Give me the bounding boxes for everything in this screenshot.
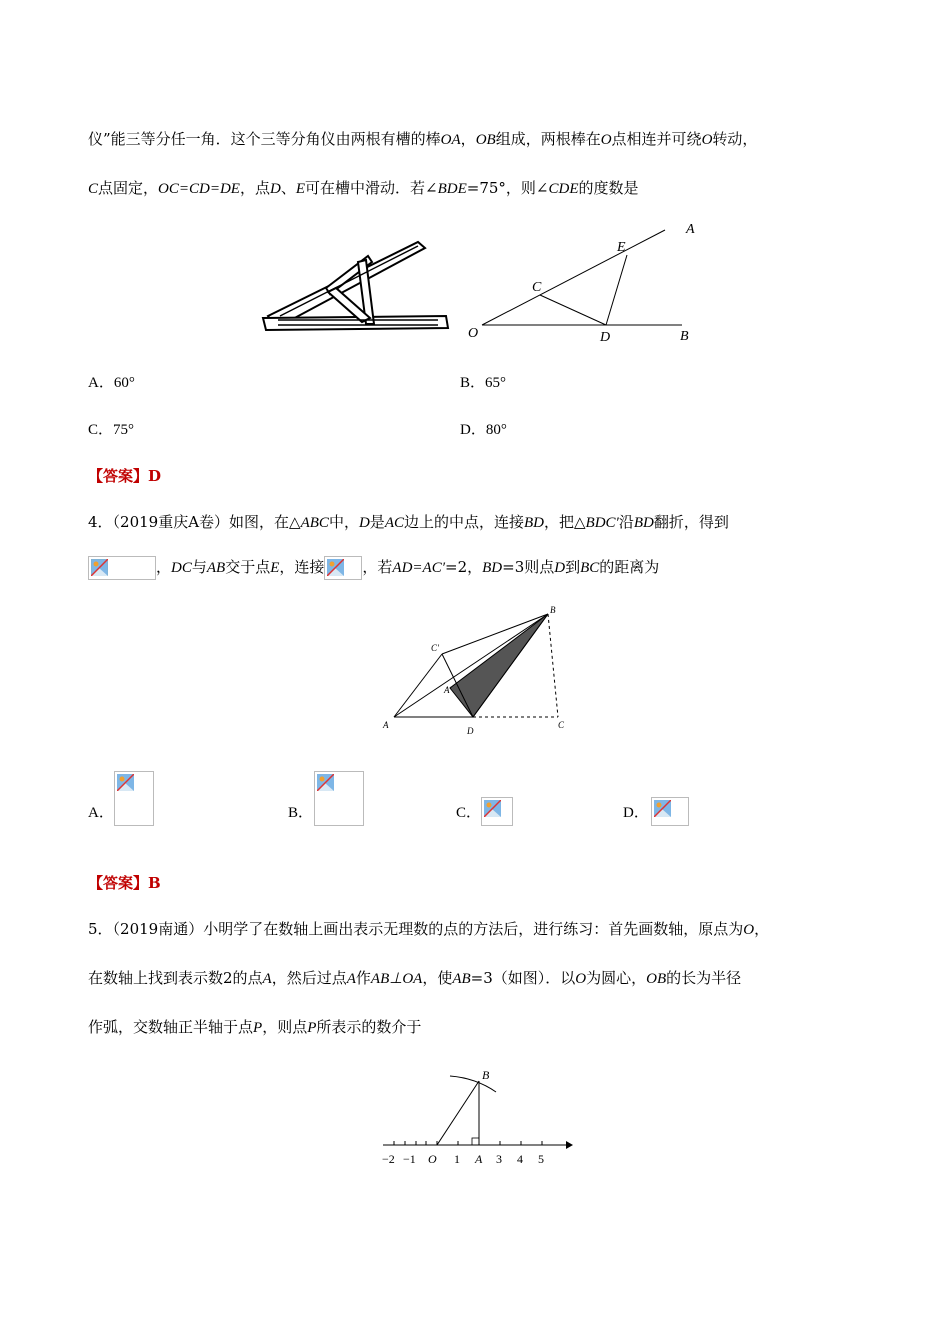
missing-image-icon (651, 797, 689, 826)
missing-image-icon (114, 771, 154, 826)
q3-option-d: D．80° (460, 422, 507, 438)
missing-image-icon (314, 771, 364, 826)
q5-text-line-1: 5．（2019南通）小明学了在数轴上画出表示无理数的点的方法后，进行练习：首先画数轴，原点为O， (88, 920, 770, 938)
q4-option-a: A． (88, 805, 114, 821)
svg-text:D: D (467, 726, 474, 736)
q4-answer: 【答案】B (88, 874, 161, 892)
q4-option-b: B． (288, 805, 314, 821)
q3-option-a: A．60° (88, 375, 135, 391)
label-A: A (686, 222, 695, 237)
label-D: D (600, 330, 611, 345)
q3-option-c: C．75° (88, 422, 135, 438)
q4-text-line-1: 4．（2019重庆A卷）如图，在△ABC中，D是AC边上的中点，连接BD，把△BDC′沿BD翻折，得到 (88, 513, 729, 531)
svg-text:C: C (558, 720, 565, 730)
svg-text:3: 3 (496, 1152, 502, 1166)
q4-option-d: D． (623, 805, 649, 821)
number-line-figure (378, 1062, 574, 1172)
svg-text:A: A (475, 1152, 483, 1166)
q4-text-line-2: ，DC与AB交于点E，连接 ，若AD=AC′=2，BD=3则点D到BC的距离为 (88, 556, 659, 580)
missing-image-icon (324, 556, 362, 580)
svg-text:−1: −1 (403, 1152, 416, 1166)
q3-option-b: B．65° (460, 375, 507, 391)
svg-text:B: B (482, 1068, 490, 1082)
q3-answer: 【答案】D (88, 467, 162, 485)
svg-text:5: 5 (538, 1152, 544, 1166)
svg-text:B: B (550, 605, 556, 615)
trisector-tool-figure (258, 232, 458, 338)
missing-image-icon (481, 797, 513, 826)
q3-text-line-2: C点固定，OC=CD=DE，点D、E可在槽中滑动．若∠BDE=75°，则∠CDE的度数是 (88, 179, 639, 197)
label-E: E (617, 240, 626, 255)
svg-text:O: O (428, 1152, 437, 1166)
svg-text:A: A (383, 720, 389, 730)
svg-text:A′: A′ (444, 685, 452, 695)
q5-text-line-2: 在数轴上找到表示数2的点A，然后过点A作AB⊥OA，使AB=3（如图）．以O为圆心，OB的长为半径 (88, 969, 742, 987)
q5-text-line-3: 作弧，交数轴正半轴于点P，则点P所表示的数介于 (88, 1018, 422, 1036)
label-O: O (468, 326, 479, 341)
svg-text:1: 1 (454, 1152, 460, 1166)
label-B: B (680, 329, 689, 344)
missing-image-icon (88, 556, 156, 580)
angle-diagram-figure (460, 215, 710, 345)
svg-text:C′: C′ (431, 643, 439, 653)
q4-option-c: C． (456, 805, 482, 821)
svg-text:4: 4 (517, 1152, 523, 1166)
svg-text:−2: −2 (382, 1152, 395, 1166)
label-C: C (532, 280, 542, 295)
fold-triangle-figure (378, 602, 578, 737)
q3-text-line-1: 仪”能三等分任一角．这个三等分角仪由两根有槽的棒OA，OB组成，两根棒在O点相连并可绕O转动， (88, 130, 758, 148)
